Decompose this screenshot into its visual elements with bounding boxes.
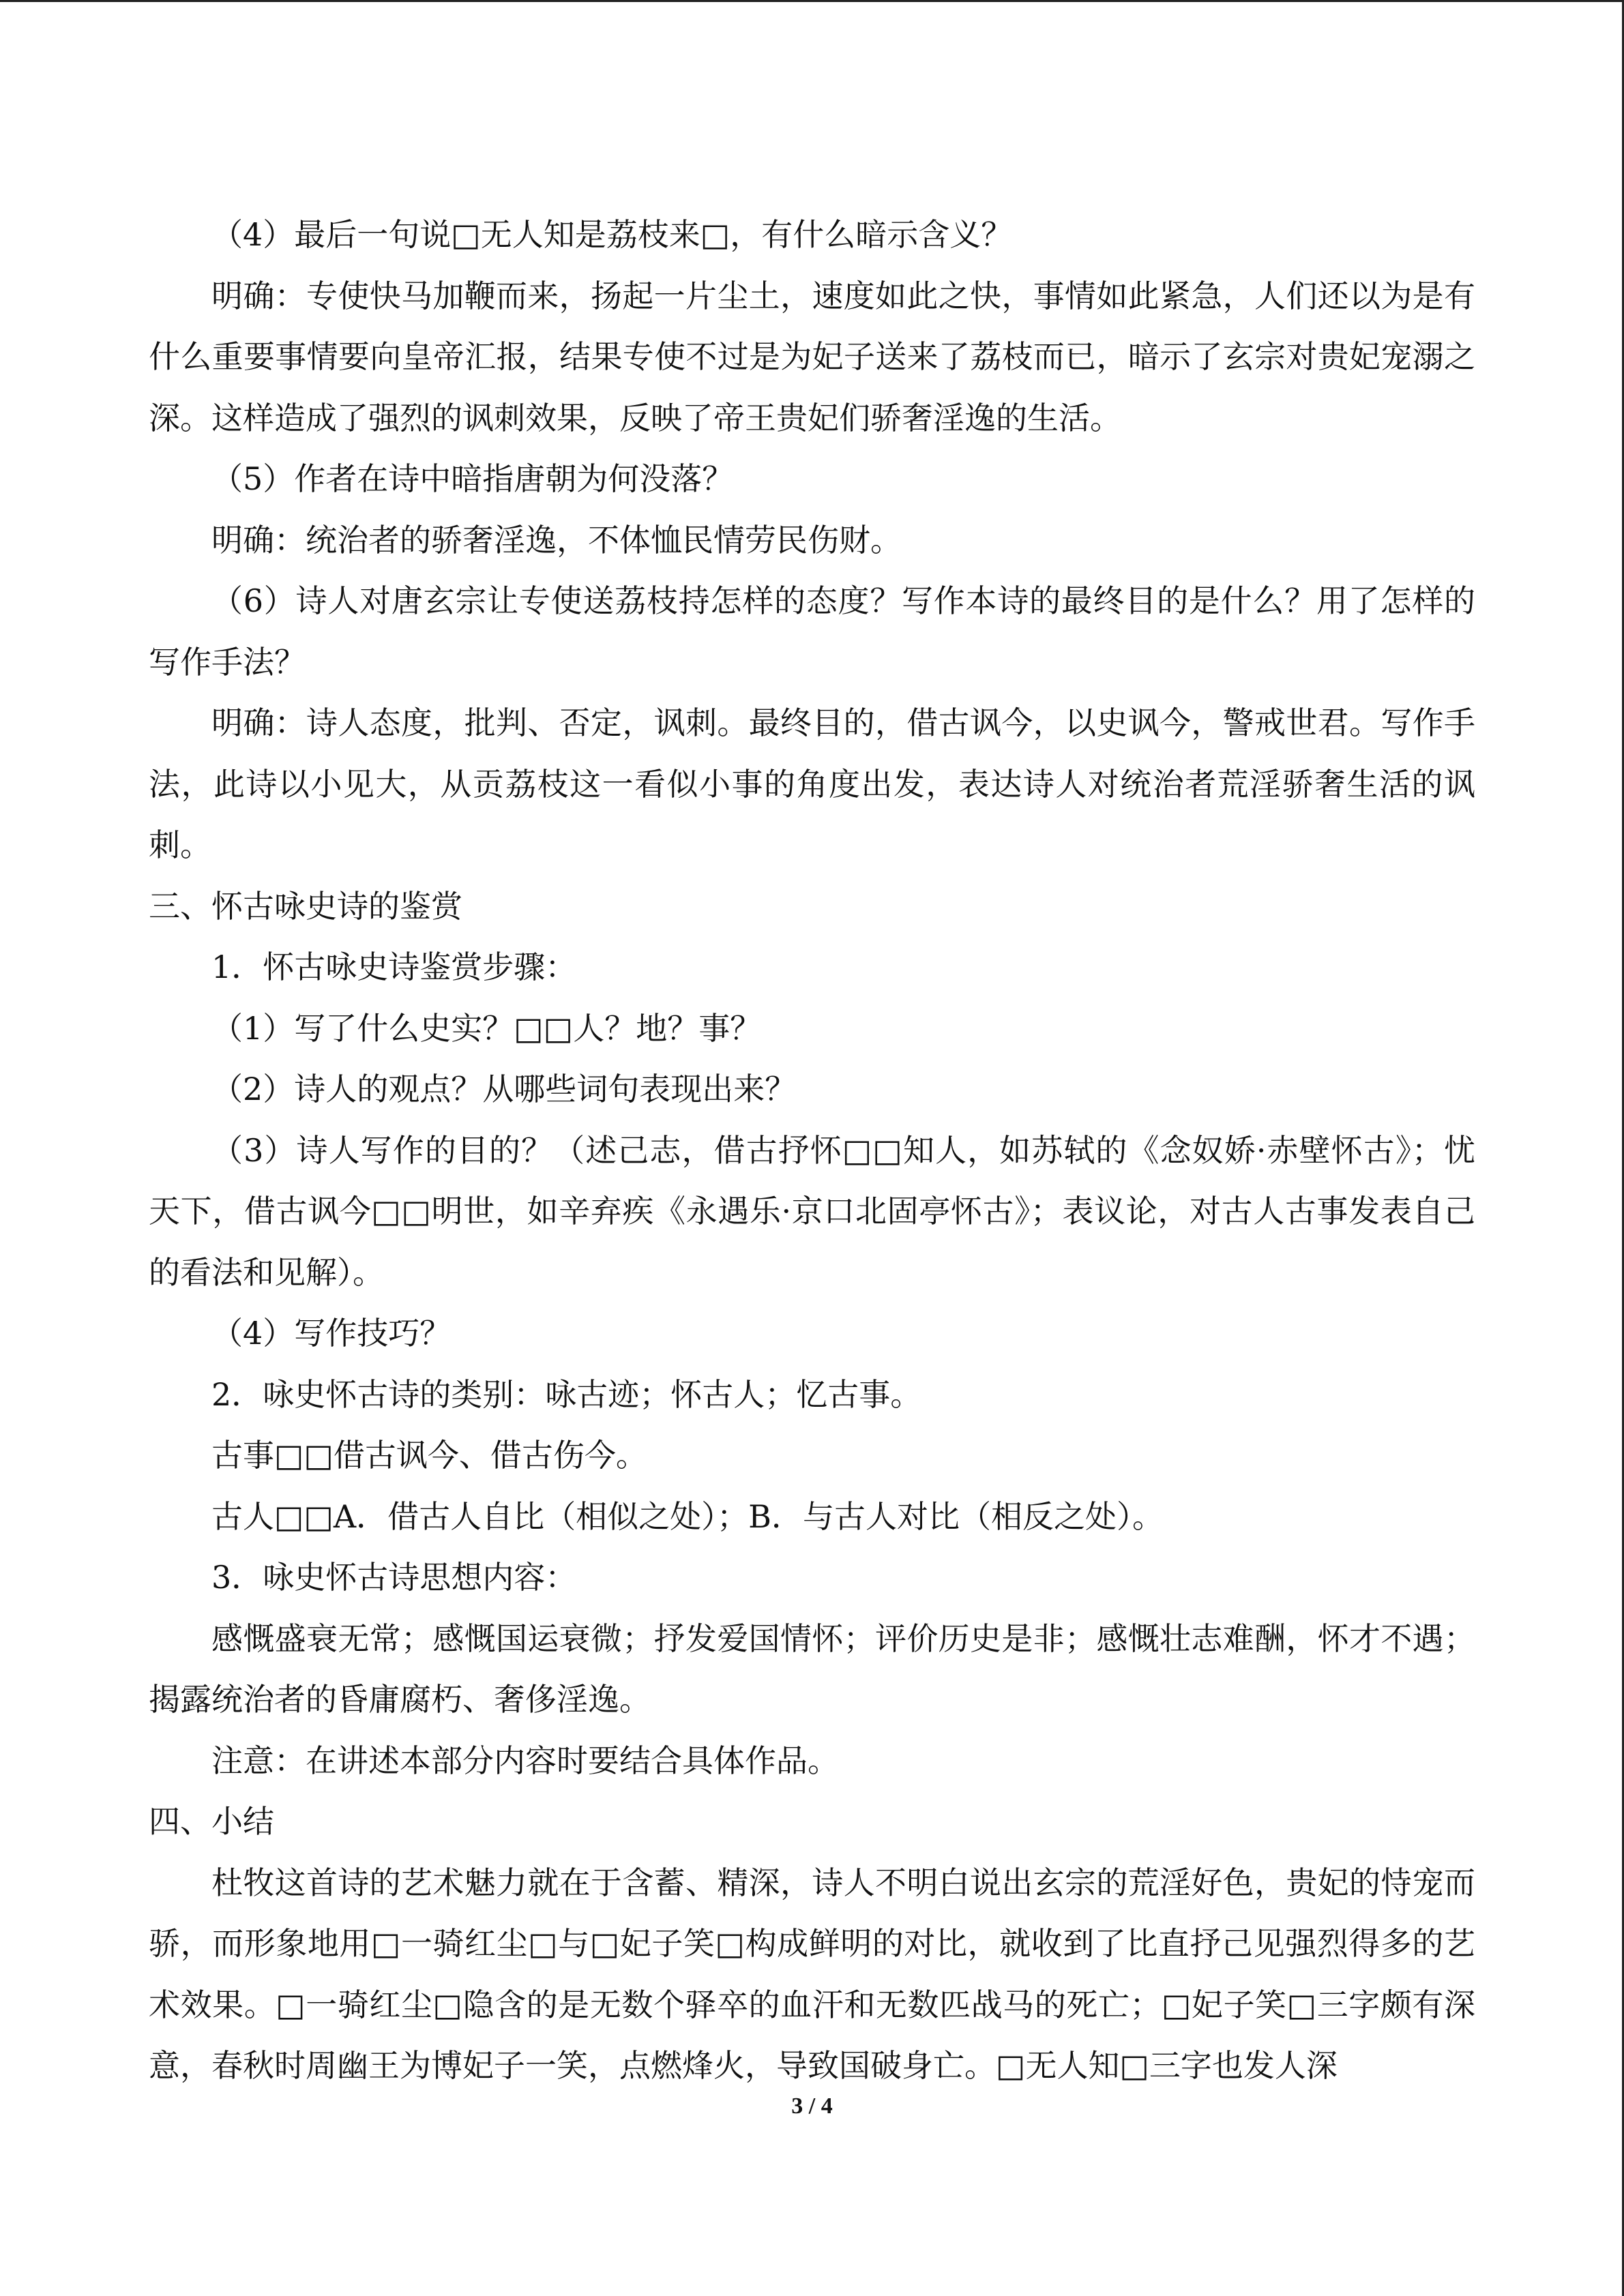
paragraph: 明确：专使快马加鞭而来，扬起一片尘土，速度如此之快，事情如此紧急，人们还以为是有什么重要事情要向皇帝汇报，结果专使不过是为妃子送来了荔枝而已，暗示了玄宗对贵妃宠溺之深。这样造成了强烈的讽刺效果，反映了帝王贵妃们骄奢淫逸的生活。 — [149, 277, 1475, 436]
section-heading: 四、小结 — [149, 1803, 274, 1840]
paragraph: 古事□□借古讽今、借古伤今。 — [211, 1437, 647, 1474]
paragraph: 古人□□A．借古人自比（相似之处）；B．与古人对比（相反之处）。 — [211, 1497, 1164, 1535]
paragraph: 3．咏史怀古诗思想内容： — [211, 1559, 577, 1596]
paragraph: 明确：诗人态度，批判、否定，讽刺。最终目的，借古讽今，以史讽今，警戒世君。写作手法，此诗以小见大，从贡荔枝这一看似小事的角度出发，表达诗人对统治者荒淫骄奢生活的讽刺。 — [149, 704, 1475, 863]
paragraph: （3）诗人写作的目的？（述己志，借古抒怀□□知人，如苏轼的《念奴娇·赤壁怀古》；忧天下，借古讽今□□明世，如辛弃疾《永遇乐·京口北固亭怀古》；表议论，对古人古事发表自己的看法和见解）。 — [149, 1131, 1475, 1291]
paragraph: 1．怀古咏史诗鉴赏步骤： — [211, 949, 577, 985]
paragraph: （6）诗人对唐玄宗让专使送荔枝持怎样的态度？写作本诗的最终目的是什么？用了怎样的写作手法？ — [149, 582, 1475, 681]
page-number: 3 / 4 — [791, 2093, 833, 2119]
section-heading: 三、怀古咏史诗的鉴赏 — [149, 887, 462, 925]
paragraph: 2．咏史怀古诗的类别：咏古迹；怀古人；忆古事。 — [211, 1375, 922, 1413]
paragraph: 杜牧这首诗的艺术魅力就在于含蓄、精深，诗人不明白说出玄宗的荒淫好色，贵妃的恃宠而骄，而形象地用□一骑红尘□与□妃子笑□构成鲜明的对比，就收到了比直抒己见强烈得多的艺术效果。□一骑红尘□隐含的是无数个驿卒的血汗和无数匹战马的死亡；□妃子笑□三字颇有深意，春秋时周幽王为博妃子一笑，点燃烽火，导致国破身亡。□无人知□三字也发人深 — [149, 1864, 1475, 2084]
paragraph: 注意：在讲述本部分内容时要结合具体作品。 — [211, 1742, 839, 1779]
paragraph: （1）写了什么史实？□□人？地？事？ — [211, 1009, 762, 1047]
paragraph: （2）诗人的观点？从哪些词句表现出来？ — [211, 1071, 797, 1107]
document-body — [149, 205, 1475, 2097]
paragraph: （4）写作技巧？ — [211, 1315, 452, 1352]
paragraph: 感慨盛衰无常；感慨国运衰微；抒发爱国情怀；评价历史是非；感慨壮志难酬，怀才不遇；揭露统治者的昏庸腐朽、奢侈淫逸。 — [149, 1620, 1475, 1718]
paragraph: （4）最后一句说□无人知是荔枝来□，有什么暗示含义？ — [211, 216, 1013, 253]
paragraph: （5）作者在诗中暗指唐朝为何没落？ — [211, 460, 734, 497]
paragraph: 明确：统治者的骄奢淫逸，不体恤民情劳民伤财。 — [211, 521, 902, 558]
